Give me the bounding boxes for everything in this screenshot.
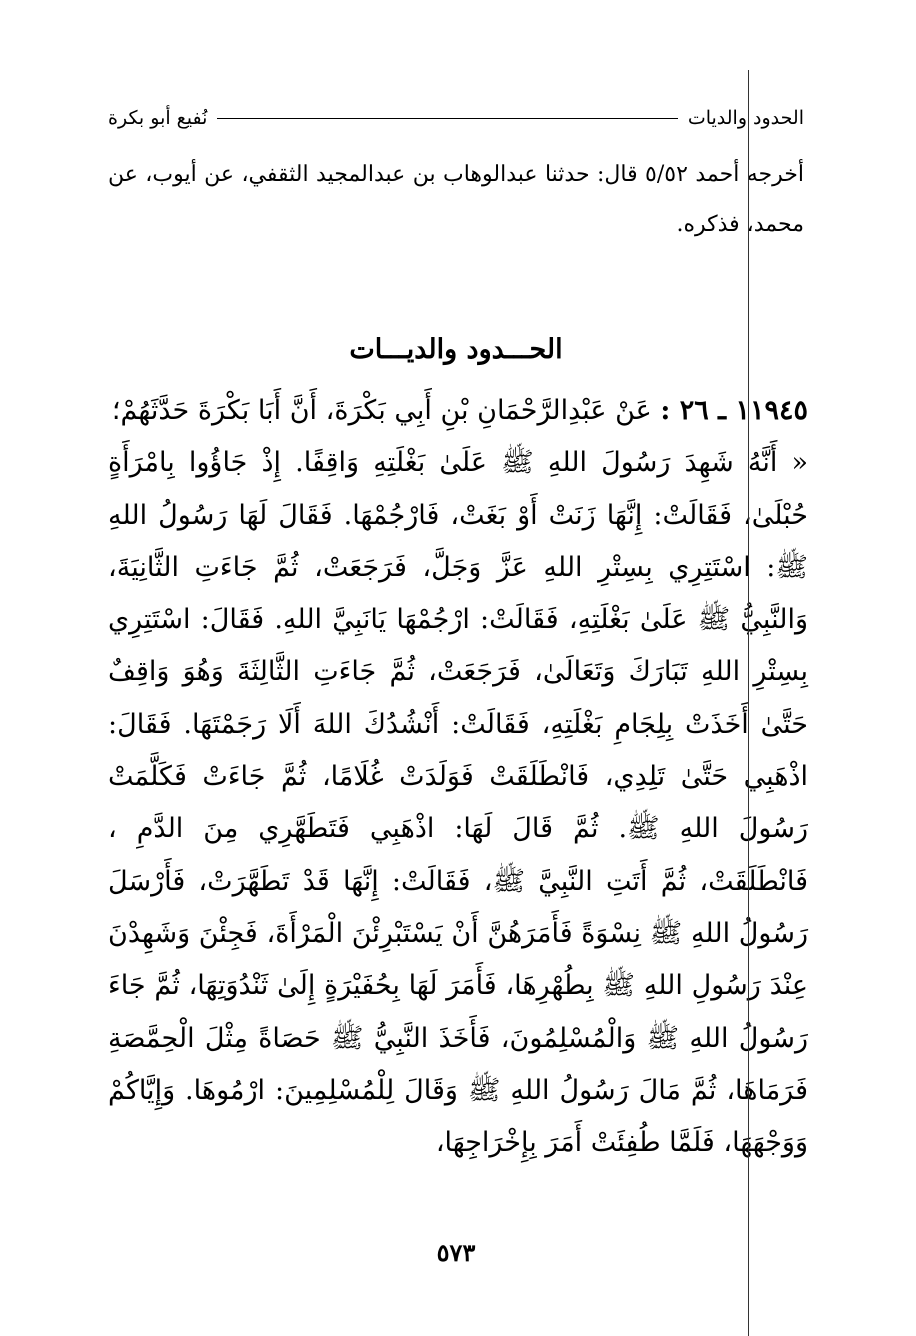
hadith-intro: عَنْ عَبْدِالرَّحْمَانِ بْنِ أَبِي بَكْرَةَ، أَنَّ أَبَا بَكْرَةَ حَدَّثَهُمْ؛ [111, 395, 652, 426]
hadith-body: « أَنَّهُ شَهِدَ رَسُولَ اللهِ ﷺ عَلَىٰ بَغْلَتِهِ وَاقِفًا. إِذْ جَاؤُوا بِامْرَأَةٍ حُبْلَىٰ، فَقَالَتْ: إِنَّهَا زَنَتْ أَوْ بَغَتْ، فَارْجُمْهَا. فَقَالَ لَهَا رَسُولُ اللهِ ﷺ: اسْتَتِرِي بِسِتْرِ اللهِ عَزَّ وَجَلَّ، فَرَجَعَتْ، ثُمَّ جَاءَتِ الثَّانِيَةَ، وَالنَّبِيُّ ﷺ عَلَىٰ بَغْلَتِهِ، فَقَالَتْ: ارْجُمْهَا يَانَبِيَّ اللهِ. فَقَالَ: اسْتَتِرِي بِسِتْرِ اللهِ تَبَارَكَ وَتَعَالَىٰ، فَرَجَعَتْ، ثُمَّ جَاءَتِ الثَّالِثَةَ وَهُوَ وَاقِفٌ حَتَّىٰ أَخَذَتْ بِلِجَامِ بَغْلَتِهِ، فَقَالَتْ: أَنْشُدُكَ اللهَ أَلَا رَجَمْتَهَا. فَقَالَ: اذْهَبِي حَتَّىٰ تَلِدِي، فَانْطَلَقَتْ فَوَلَدَتْ غُلَامًا، ثُمَّ جَاءَتْ فَكَلَّمَتْ رَسُولَ اللهِ ﷺ. ثُمَّ قَالَ لَهَا: اذْهَبِي فَتَطَهَّرِي مِنَ الدَّمِ ، فَانْطَلَقَتْ، ثُمَّ أَتَتِ النَّبِيَّ ﷺ، فَقَالَتْ: إِنَّهَا قَدْ تَطَهَّرَتْ، فَأَرْسَلَ رَسُولُ اللهِ ﷺ نِسْوَةً فَأَمَرَهُنَّ أَنْ يَسْتَبْرِئْنَ الْمَرْأَةَ، فَجِئْنَ وَشَهِدْنَ عِنْدَ رَسُولِ اللهِ ﷺ بِطُهْرِهَا، فَأَمَرَ لَهَا بِحُفَيْرَةٍ إِلَىٰ ثَنْدُوَتِهَا، ثُمَّ جَاءَ رَسُولُ اللهِ ﷺ وَالْمُسْلِمُونَ، فَأَخَذَ النَّبِيُّ ﷺ حَصَاةً مِثْلَ الْحِمَّصَةِ فَرَمَاهَا، ثُمَّ مَالَ رَسُولُ اللهِ ﷺ وَقَالَ لِلْمُسْلِمِينَ: ارْمُوهَا. وَإِيَّاكُمْ وَوَجْهَهَا، فَلَمَّا طُفِئَتْ أَمَرَ بِإِخْرَاجِهَا، [108, 447, 808, 1159]
scan-fold-line [748, 70, 749, 1336]
hadith-intro-paragraph [108, 385, 808, 437]
section-title: الحـــدود والديـــات [349, 334, 563, 365]
hadith-text [108, 385, 808, 1169]
header-rule [217, 118, 677, 119]
page-number: ٥٧٣ [436, 1238, 476, 1267]
header-chapter-title: الحدود والديات [687, 107, 804, 129]
running-header [108, 103, 804, 133]
hadith-number: ١١٩٤٥ ـ ٢٦ : [660, 395, 808, 426]
footnote: أخرجه أحمد ٥/٥٢ قال: حدثنا عبدالوهاب بن عبدالمجيد الثقفي، عن أيوب، عن محمد، فذكره. [108, 162, 804, 237]
header-narrator-name: نُفيع أبو بكرة [108, 107, 208, 129]
